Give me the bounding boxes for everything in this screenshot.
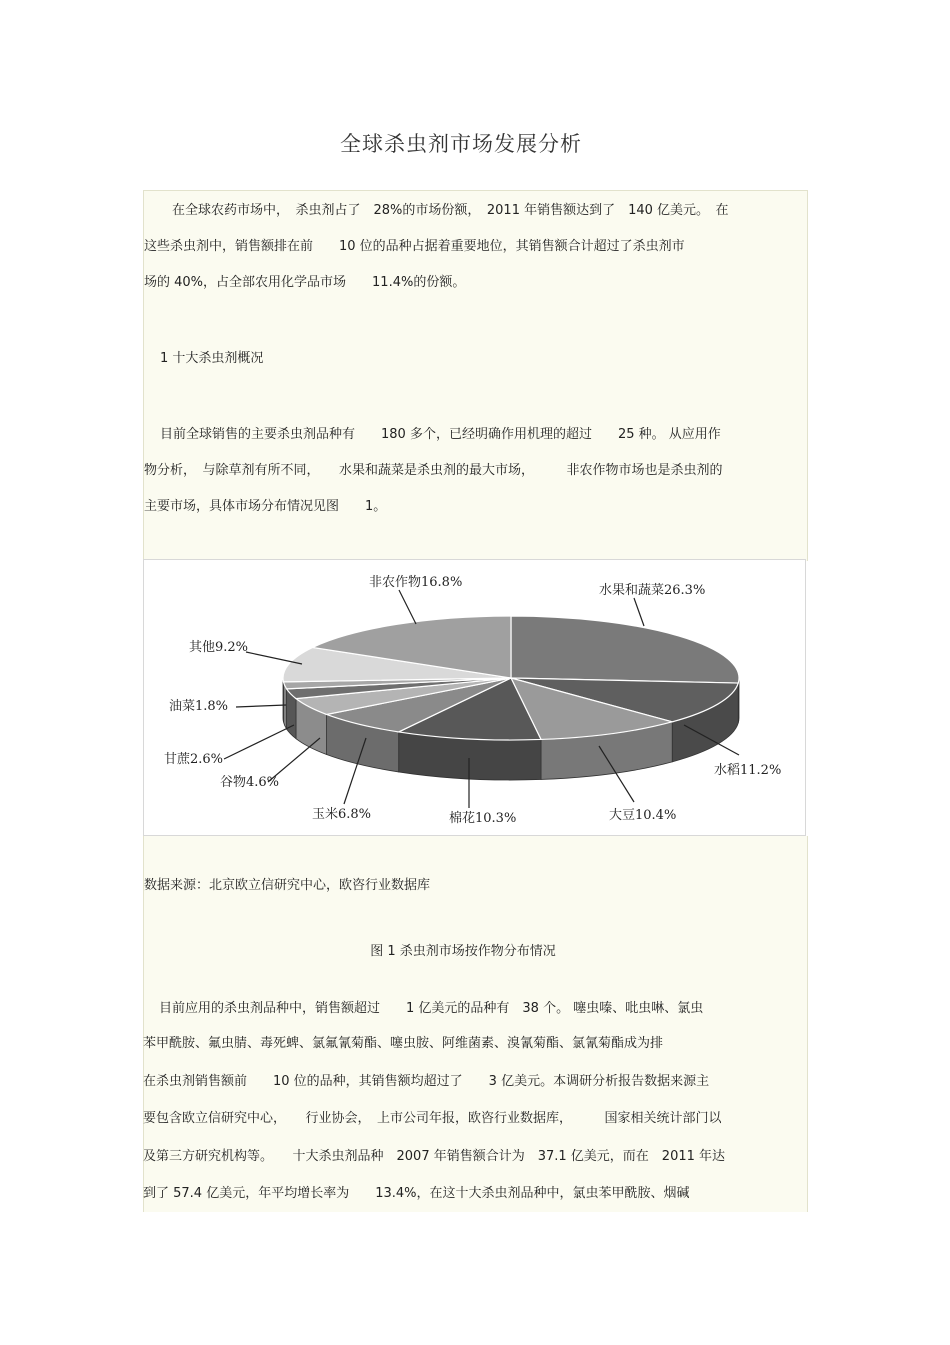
pie-label-6: 甘蔗2.6% bbox=[164, 752, 224, 767]
leader-line-6 bbox=[224, 725, 294, 759]
body-line-3: 在杀虫剂销售额前 10 位的品种，其销售额均超过了 3 亿美元。本调研分析报告数据来源主 bbox=[143, 1074, 710, 1089]
pie-slice-0 bbox=[511, 616, 739, 683]
pie-label-0: 水果和蔬菜26.3% bbox=[599, 583, 706, 598]
document-title: 全球杀虫剂市场发展分析 bbox=[340, 132, 582, 156]
pie-label-7: 油菜1.8% bbox=[169, 699, 229, 714]
section-line-2: 物分析， 与除草剂有所不同， 水果和蔬菜是杀虫剂的最大市场， 非农作物市场也是杀虫剂的 bbox=[144, 463, 723, 478]
intro-line-3: 场的 40%，占全部农用化学品市场 11.4%的份额。 bbox=[144, 275, 466, 290]
intro-panel bbox=[143, 190, 808, 561]
leader-line-8 bbox=[246, 652, 302, 664]
section-line-1: 目前全球销售的主要杀虫剂品种有 180 多个，已经明确作用机理的超过 25 种。 从应用作 bbox=[160, 427, 721, 442]
pie-chart bbox=[144, 560, 807, 837]
body-line-2: 苯甲酰胺、氟虫腈、毒死蜱、氯氟氰菊酯、噻虫胺、阿维菌素、溴氰菊酯、氯氰菊酯成为排 bbox=[143, 1036, 664, 1051]
pie-label-2: 大豆10.4% bbox=[609, 808, 677, 823]
pie-label-3: 棉花10.3% bbox=[449, 811, 517, 826]
intro-line-2: 这些杀虫剂中，销售额排在前 10 位的品种占据着重要地位，其销售额合计超过了杀虫剂市 bbox=[144, 239, 685, 254]
leader-line-7 bbox=[236, 705, 286, 707]
pie-label-1: 水稻11.2% bbox=[714, 763, 782, 778]
section-line-3: 主要市场，具体市场分布情况见图 1。 bbox=[144, 499, 387, 514]
figure-caption: 图 1 杀虫剂市场按作物分布情况 bbox=[370, 944, 556, 959]
body-line-5: 及第三方研究机构等。 十大杀虫剂品种 2007 年销售额合计为 37.1 亿美元，而在 2011 年达 bbox=[143, 1149, 726, 1164]
section-heading: 1 十大杀虫剂概况 bbox=[160, 351, 264, 366]
pie-label-4: 玉米6.8% bbox=[312, 807, 372, 822]
body-line-6: 到了 57.4 亿美元，年平均增长率为 13.4%，在这十大杀虫剂品种中，氯虫苯甲酰胺、烟碱 bbox=[143, 1186, 690, 1201]
pie-chart-figure bbox=[143, 559, 806, 836]
source-note: 数据来源：北京欧立信研究中心，欧咨行业数据库 bbox=[144, 878, 431, 893]
leader-line-0 bbox=[634, 598, 644, 626]
body-line-1: 目前应用的杀虫剂品种中，销售额超过 1 亿美元的品种有 38 个。 噻虫嗪、吡虫啉、氯虫 bbox=[159, 1001, 704, 1016]
intro-line-1: 在全球农药市场中， 杀虫剂占了 28%的市场份额， 2011 年销售额达到了 140 亿美元。 在 bbox=[172, 203, 729, 218]
pie-label-5: 谷物4.6% bbox=[220, 775, 280, 790]
pie-label-8: 其他9.2% bbox=[189, 640, 249, 655]
body-line-4: 要包含欧立信研究中心， 行业协会， 上市公司年报，欧咨行业数据库， 国家相关统计部门以 bbox=[143, 1111, 722, 1126]
leader-line-9 bbox=[399, 590, 416, 624]
pie-label-9: 非农作物16.8% bbox=[369, 575, 463, 590]
